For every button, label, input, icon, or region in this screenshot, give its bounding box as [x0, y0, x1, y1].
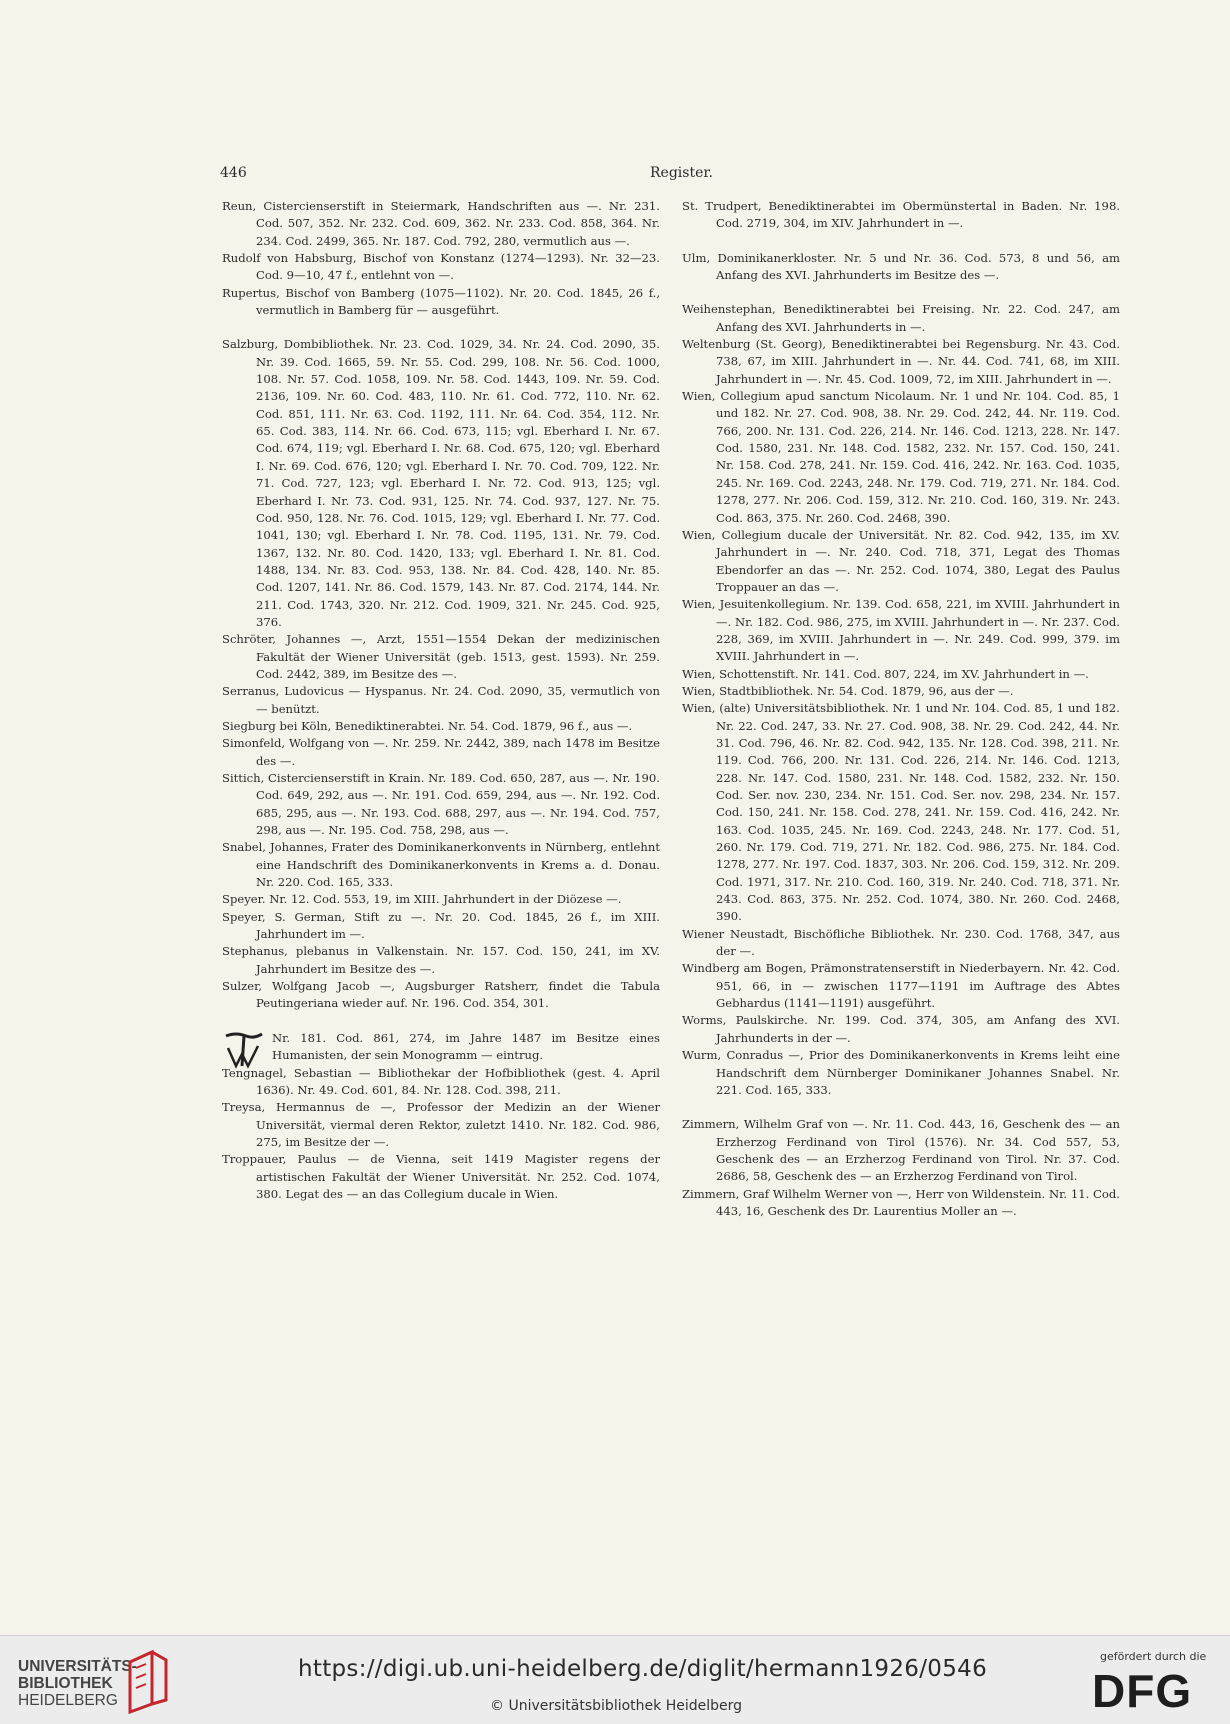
left-column	[222, 198, 660, 1203]
page-title: Register.	[650, 165, 713, 181]
library-name-line: HEIDELBERG	[18, 1692, 118, 1709]
index-entry: Wien, (alte) Universitätsbibliothek. Nr. 1 und Nr. 104. Cod. 85, 1 und 182. Nr. 22. Cod. 247, 33. Nr. 27. Cod. 908, 38. Nr. 29. Cod. 242, 44. Nr. 31. Cod. 796, 46. Nr. 82. Cod. 942, 135. Nr. 128. Cod. 398, 211. Nr. 119. Cod. 766, 200. Nr. 131. Cod. 226, 214. Nr. 146. Cod. 1213, 228. Nr. 147. Cod. 1580, 231. Nr. 148. Cod. 1582, 232. Nr. 150. Cod. Ser. nov. 230, 234. Nr. 151. Cod. Ser. nov. 298, 234. Nr. 157. Cod. 150, 241. Nr. 158. Cod. 278, 241. Nr. 159. Cod. 416, 242. Nr. 163. Cod. 1035, 245. Nr. 169. Cod. 2243, 248. Nr. 177. Cod. 51, 260. Nr. 179. Cod. 719, 271. Nr. 182. Cod. 986, 275. Nr. 184. Cod. 1278, 277. Nr. 197. Cod. 1837, 303. Nr. 206. Cod. 159, 312. Nr. 209. Cod. 1971, 317. Nr. 210. Cod. 160, 319. Nr. 240. Cod. 718, 371. Nr. 243. Cod. 863, 375. Nr. 252. Cod. 1074, 380. Nr. 260. Cod. 2468, 390.	[682, 701, 1120, 924]
monogram-icon	[222, 1030, 266, 1070]
copyright-notice: © Universitätsbibliothek Heidelberg	[490, 1698, 743, 1714]
right-column	[682, 198, 1120, 1220]
index-entry: Zimmern, Wilhelm Graf von —. Nr. 11. Cod. 443, 16, Geschenk des — an Erzherzog Ferdinand von Tirol (1576). Nr. 34. Cod 557, 53, Geschenk des — an Erzherzog Ferdinand von Tirol. Nr. 37. Cod. 2686, 58, Geschenk des — an Erzherzog Ferdinand von Tirol.	[682, 1117, 1120, 1184]
dfg-logo[interactable]: DFG	[1092, 1665, 1193, 1717]
monogram-entry-text: Nr. 181. Cod. 861, 274, im Jahre 1487 im Besitze eines Humanisten, der sein Monogramm — eintrug.	[272, 1030, 660, 1063]
index-entry: Wien, Schottenstift. Nr. 141. Cod. 807, 224, im XV. Jahrhundert in —.	[682, 666, 1089, 681]
index-entry: Ulm, Dominikanerkloster. Nr. 5 und Nr. 36. Cod. 573, 8 und 56, am Anfang des XVI. Jahrhunderts im Besitze des —.	[682, 250, 1120, 283]
index-entry: Rupertus, Bischof von Bamberg (1075—1102). Nr. 20. Cod. 1845, 26 f., vermutlich in Bamberg für — ausgeführt.	[222, 285, 660, 318]
index-entry: Sulzer, Wolfgang Jacob —, Augsburger Ratsherr, findet die Tabula Peutingeriana wieder auf. Nr. 196. Cod. 354, 301.	[222, 979, 660, 1011]
page-number: 446	[220, 165, 247, 181]
monogram-entry	[222, 1030, 660, 1065]
index-entry: Schröter, Johannes —, Arzt, 1551—1554 Dekan der medizinischen Fakultät der Wiener Universität (geb. 1513, gest. 1593). Nr. 259. Cod. 2442, 389, im Besitze des —.	[222, 632, 660, 681]
index-entry: Siegburg bei Köln, Benediktinerabtei. Nr. 54. Cod. 1879, 96 f., aus —.	[222, 718, 633, 733]
index-entry: Tengnagel, Sebastian — Bibliothekar der Hofbibliothek (gest. 4. April 1636). Nr. 49. Cod. 601, 84. Nr. 128. Cod. 398, 211.	[222, 1065, 660, 1097]
index-entry: Snabel, Johannes, Frater des Dominikanerkonvents in Nürnberg, entlehnt eine Handschrift des Dominikanerkonvents in Krems a. d. Donau. Nr. 220. Cod. 165, 333.	[222, 840, 660, 890]
index-entry: Wurm, Conradus —, Prior des Dominikanerkonvents in Krems leiht eine Handschrift dem Nürnberger Dominikaner Johannes Snabel. Nr. 221. Cod. 165, 333.	[682, 1048, 1120, 1097]
permalink-url[interactable]: https://digi.ub.uni-heidelberg.de/diglit/hermann1926/0546	[298, 1656, 988, 1682]
index-entry: Weihenstephan, Benediktinerabtei bei Freising. Nr. 22. Cod. 247, am Anfang des XVI. Jahrhunderts in —.	[682, 302, 1120, 334]
library-logo-icon	[124, 1648, 172, 1714]
index-entry: Reun, Cistercienserstift in Steiermark, Handschriften aus —. Nr. 231. Cod. 507, 352. Nr. 232. Cod. 609, 362. Nr. 233. Cod. 858, 364. Nr. 234. Cod. 2499, 365. Nr. 187. Cod. 792, 280, vermutlich aus —.	[222, 199, 660, 248]
index-entry: St. Trudpert, Benediktinerabtei im Obermünstertal in Baden. Nr. 198. Cod. 2719, 304, im XIV. Jahrhundert in —.	[682, 199, 1120, 231]
index-entry: Wien, Jesuitenkollegium. Nr. 139. Cod. 658, 221, im XVIII. Jahrhundert in —. Nr. 182. Cod. 986, 275, im XVIII. Jahrhundert in —. Nr. 237. Cod. 228, 369, im XVIII. Jahrhundert in —. Nr. 249. Cod. 999, 379. im XVIII. Jahrhundert in —.	[682, 597, 1120, 664]
index-entry: Worms, Paulskirche. Nr. 199. Cod. 374, 305, am Anfang des XVI. Jahrhunderts in der —.	[682, 1013, 1120, 1045]
index-entry: Wien, Collegium apud sanctum Nicolaum. Nr. 1 und Nr. 104. Cod. 85, 1 und 182. Nr. 27. Cod. 908, 38. Nr. 29. Cod. 242, 44. Nr. 119. Cod. 766, 200. Nr. 131. Cod. 226, 214. Nr. 146. Cod. 1213, 228. Nr. 147. Cod. 1580, 231. Nr. 148. Cod. 1582, 232. Nr. 157. Cod. 150, 241. Nr. 158. Cod. 278, 241. Nr. 159. Cod. 416, 242. Nr. 163. Cod. 1035, 245. Nr. 169. Cod. 2243, 248. Nr. 179. Cod. 719, 271. Nr. 184. Cod. 1278, 277. Nr. 206. Cod. 159, 312. Nr. 210. Cod. 160, 319. Nr. 243. Cod. 863, 375. Nr. 260. Cod. 2468, 390.	[682, 389, 1120, 525]
index-entry: Simonfeld, Wolfgang von —. Nr. 259. Nr. 2442, 389, nach 1478 im Besitze des —.	[222, 736, 660, 768]
library-logo-text[interactable]	[18, 1658, 137, 1709]
index-entry: Rudolf von Habsburg, Bischof von Konstanz (1274—1293). Nr. 32—23. Cod. 9—10, 47 f., entlehnt von —.	[222, 251, 660, 283]
library-name-line: UNIVERSITÄTS-	[18, 1658, 137, 1675]
index-entry: Zimmern, Graf Wilhelm Werner von —, Herr von Wildenstein. Nr. 11. Cod. 443, 16, Geschenk des Dr. Laurentius Moller an —.	[682, 1186, 1120, 1218]
library-name-line: BIBLIOTHEK	[18, 1675, 113, 1692]
index-entry: Wien, Stadtbibliothek. Nr. 54. Cod. 1879, 96, aus der —.	[682, 683, 1014, 698]
index-entry: Stephanus, plebanus in Valkenstain. Nr. 157. Cod. 150, 241, im XV. Jahrhundert im Besitze des —.	[222, 944, 660, 976]
index-entry: Speyer. Nr. 12. Cod. 553, 19, im XIII. Jahrhundert in der Diözese —.	[222, 892, 622, 907]
index-entry: Wiener Neustadt, Bischöfliche Bibliothek. Nr. 230. Cod. 1768, 347, aus der —.	[682, 926, 1120, 959]
index-entry: Weltenburg (St. Georg), Benediktinerabtei bei Regensburg. Nr. 43. Cod. 738, 67, im XIII. Jahrhundert in —. Nr. 44. Cod. 741, 68, im XIII. Jahrhundert in —. Nr. 45. Cod. 1009, 72, im XIII. Jahrhundert in —.	[682, 337, 1120, 386]
index-entry: Treysa, Hermannus de —, Professor der Medizin an der Wiener Universität, viermal deren Rektor, zuletzt 1410. Nr. 182. Cod. 986, 275, im Besitze der —.	[222, 1100, 660, 1149]
funding-note: gefördert durch die	[1100, 1650, 1207, 1663]
index-entry: Sittich, Cistercienserstift in Krain. Nr. 189. Cod. 650, 287, aus —. Nr. 190. Cod. 649, 292, aus —. Nr. 191. Cod. 659, 294, aus —. Nr. 192. Cod. 685, 295, aus —. Nr. 193. Cod. 688, 297, aus —. Nr. 194. Cod. 757, 298, aus —. Nr. 195. Cod. 758, 298, aus —.	[222, 771, 660, 838]
viewer-footer	[0, 1635, 1230, 1724]
index-entry: Salzburg, Dombibliothek. Nr. 23. Cod. 1029, 34. Nr. 24. Cod. 2090, 35. Nr. 39. Cod. 1665, 59. Nr. 55. Cod. 299, 108. Nr. 56. Cod. 1000, 108. Nr. 57. Cod. 1058, 109. Nr. 58. Cod. 1443, 109. Nr. 59. Cod. 2136, 109. Nr. 60. Cod. 483, 110. Nr. 61. Cod. 772, 110. Nr. 62. Cod. 851, 111. Nr. 63. Cod. 1192, 111. Nr. 64. Cod. 354, 112. Nr. 65. Cod. 383, 114. Nr. 66. Cod. 673, 115; vgl. Eberhard I. Nr. 67. Cod. 674, 119; vgl. Eberhard I. Nr. 68. Cod. 675, 120; vgl. Eberhard I. Nr. 69. Cod. 676, 120; vgl. Eberhard I. Nr. 70. Cod. 709, 122. Nr. 71. Cod. 727, 123; vgl. Eberhard I. Nr. 72. Cod. 913, 125; vgl. Eberhard I. Nr. 73. Cod. 931, 125. Nr. 74. Cod. 937, 127. Nr. 75. Cod. 950, 128. Nr. 76. Cod. 1015, 129; vgl. Eberhard I. Nr. 77. Cod. 1041, 130; vgl. Eberhard I. Nr. 78. Cod. 1195, 131. Nr. 79. Cod. 1367, 132. Nr. 80. Cod. 1420, 133; vgl. Eberhard I. Nr. 81. Cod. 1488, 134. Nr. 83. Cod. 953, 138. Nr. 84. Cod. 428, 140. Nr. 85. Cod. 1207, 141. Nr. 86. Cod. 1579, 143. Nr. 87. Cod. 2174, 144. Nr. 211. Cod. 1743, 320. Nr. 212. Cod. 1909, 321. Nr. 245. Cod. 925, 376.	[222, 337, 660, 629]
index-entry: Serranus, Ludovicus — Hyspanus. Nr. 24. Cod. 2090, 35, vermutlich von — benützt.	[222, 684, 660, 716]
index-entry: Troppauer, Paulus — de Vienna, seit 1419 Magister regens der artistischen Fakultät der Wiener Universität. Nr. 252. Cod. 1074, 380. Legat des — an das Collegium ducale in Wien.	[222, 1152, 660, 1201]
page-header	[220, 165, 1120, 187]
index-entry: Windberg am Bogen, Prämonstratenserstift in Niederbayern. Nr. 42. Cod. 951, 66, in — zwischen 1177—1191 im Auftrage des Abtes Gebhardus (1141—1191) ausgeführt.	[682, 961, 1120, 1011]
index-entry: Wien, Collegium ducale der Universität. Nr. 82. Cod. 942, 135, im XV. Jahrhundert in —. Nr. 240. Cod. 718, 371, Legat des Thomas Ebendorfer an das —. Nr. 252. Cod. 1074, 380, Legat des Paulus Troppauer an das —.	[682, 527, 1120, 594]
index-entry: Speyer, S. German, Stift zu —. Nr. 20. Cod. 1845, 26 f., im XIII. Jahrhundert im —.	[222, 909, 660, 942]
